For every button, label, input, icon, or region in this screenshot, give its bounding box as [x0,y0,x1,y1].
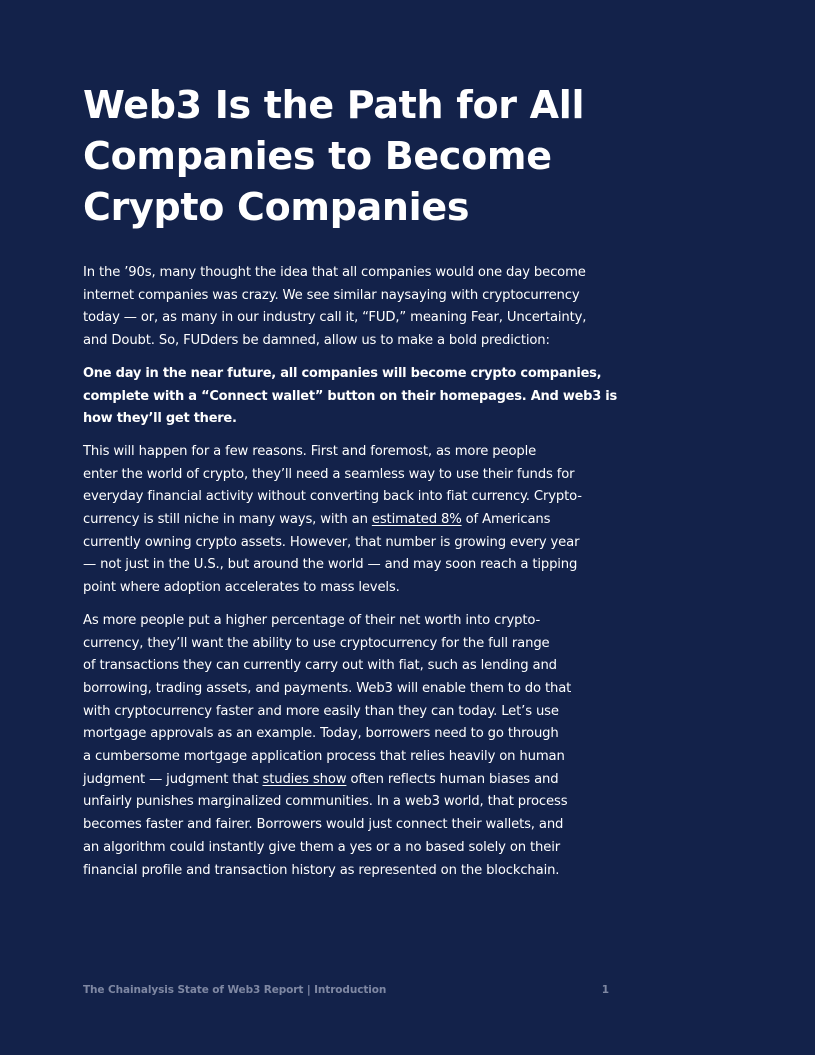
text-line: unfairly punishes marginalized communities. In a web3 world, that process [83,794,568,810]
text-line: currency, they’ll want the ability to use cryptocurrency for the full range [83,635,550,651]
page-title [83,80,683,233]
title-line: Crypto Companies [83,185,470,229]
text-line: financial profile and transaction history as represented on the blockchain. [83,862,560,878]
title-line: Web3 Is the Path for All [83,83,585,127]
text-line: point where adoption accelerates to mass levels. [83,580,400,596]
text-line: As more people put a higher percentage of their net worth into crypto- [83,612,541,628]
text-line: of transactions they can currently carry out with fiat, such as lending and [83,658,557,674]
text-segment: of Americans [461,512,551,528]
text-line: One day in the near future, all companies will become crypto companies, [83,365,602,381]
text-line: This will happen for a few reasons. First and foremost, as more people [83,443,537,459]
studies-show-link[interactable]: studies show [262,771,347,787]
page-number: 1 [601,984,609,996]
text-line: currently owning crypto assets. However, that number is growing every year [83,534,580,550]
text-line: and Doubt. So, FUDders be damned, allow us to make a bold prediction: [83,333,550,349]
text-line: — not just in the U.S., but around the world — and may soon reach a tipping [83,557,578,573]
estimated-8-percent-link[interactable]: estimated 8% [371,512,462,528]
article-body [83,262,618,892]
text-line: how they’ll get there. [83,411,237,427]
text-line [83,769,618,792]
text-line: becomes faster and fairer. Borrowers would just connect their wallets, and [83,817,564,833]
reasons-paragraph [83,441,618,600]
intro-paragraph [83,262,618,353]
text-segment: judgment — judgment that [83,771,263,787]
text-line: enter the world of crypto, they’ll need a seamless way to use their funds for [83,466,575,482]
text-line: today — or, as many in our industry call it, “FUD,” meaning Fear, Uncertainty, [83,310,587,326]
title-line: Companies to Become [83,134,552,178]
text-line: In the ’90s, many thought the idea that all companies would one day become [83,265,586,280]
text-line: a cumbersome mortgage application process that relies heavily on human [83,749,565,765]
text-line: an algorithm could instantly give them a yes or a no based solely on their [83,839,560,855]
footer-report-title: The Chainalysis State of Web3 Report | Introduction [83,984,387,996]
text-line: borrowing, trading assets, and payments. Web3 will enable them to do that [83,680,572,696]
text-line: with cryptocurrency faster and more easily than they can today. Let’s use [83,703,559,719]
text-line: complete with a “Connect wallet” button on their homepages. And web3 is [83,388,618,404]
text-segment: often reflects human biases and [346,771,559,787]
page-footer [83,984,613,1000]
text-line: internet companies was crazy. We see similar naysaying with cryptocurrency [83,287,580,303]
prediction-paragraph [83,363,618,431]
text-line [83,509,618,532]
text-line: mortgage approvals as an example. Today, borrowers need to go through [83,726,559,742]
mortgage-paragraph [83,610,618,882]
text-segment: currency is still niche in many ways, with an [83,512,372,528]
text-line: everyday financial activity without converting back into fiat currency. Crypto- [83,489,582,505]
